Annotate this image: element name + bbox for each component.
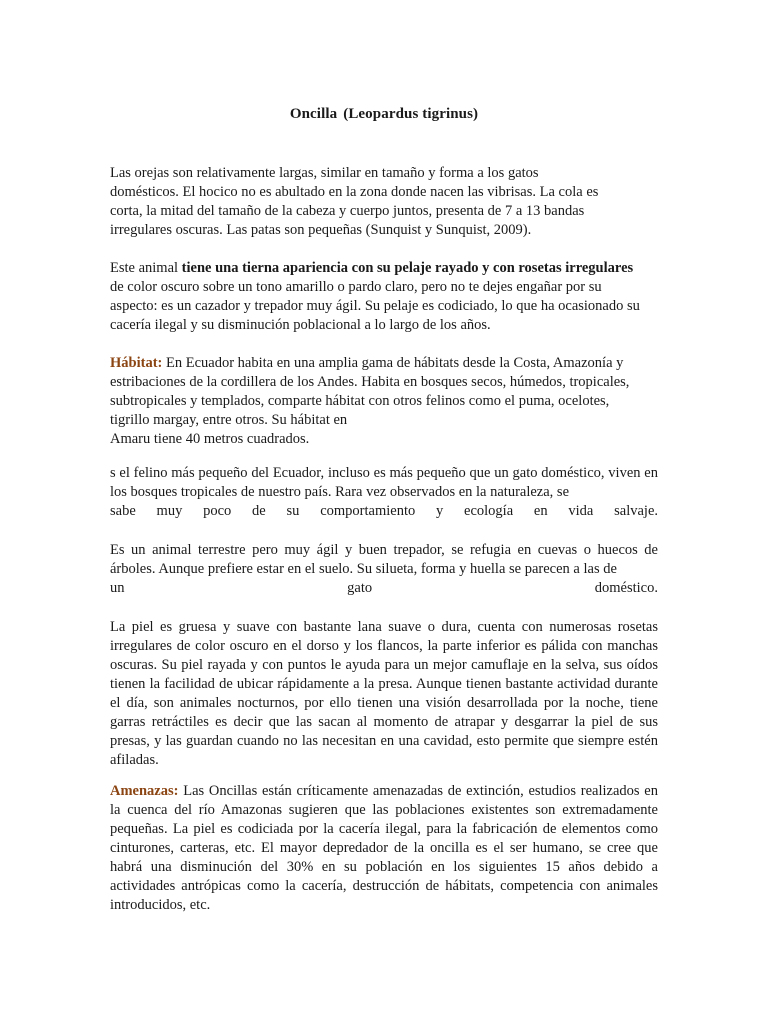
skin-text: La piel es gruesa y suave con bastante lana suave o dura, cuenta con numerosas rosetas irregulares de color oscuro en el dorso y los flancos, la parte inferior es pálida con manchas oscuras. Su piel rayada y con puntos le ayuda para un mejor camuflaje en la selva, sus oídos tienen la facilidad de ubicar rápidamente a la presa. Aunque tienen bastante actividad durante el día, son animales nocturnos, por ello tienen una visión desarrollada por la noche, tiene garras retráctiles es decir que las sacan al momento de atrapar y desgarrar la piel de sus presas, y las guardan cuando no las necesitan en una cavidad, esto permite que siempre estén afiladas.	[110, 619, 658, 768]
terrestrial-text: Es un animal terrestre pero muy ágil y buen trepador, se refugia en cuevas o huecos de árboles. Aunque prefiere estar en el suelo. Su silueta, forma y huella se parecen a las de	[110, 542, 658, 577]
paragraph-skin	[110, 618, 658, 770]
habitat-label: Hábitat:	[110, 355, 163, 371]
title-common-name: Oncilla	[289, 106, 338, 122]
paragraph-smallest-feline	[110, 464, 658, 521]
habitat-text: En Ecuador habita en una amplia gama de hábitats desde la Costa, Amazonía y estribaciones de la cordillera de los Andes. Habita en bosques secos, húmedos, tropicales, subtropicales y templados, comparte hábitat con otros felinos como el puma, ocelotes, tigrillo margay, entre otros. Su hábitat en	[110, 355, 630, 428]
appearance-intro: Este animal	[110, 260, 182, 276]
paragraph-line: domésticos. El hocico no es abultado en la zona donde nacen las vibrisas. La cola es	[110, 184, 599, 200]
threats-text: Las Oncillas están críticamente amenazadas de extinción, estudios realizados en la cuenca del río Amazonas sugieren que las poblaciones existentes son extremadamente pequeñas. La piel es codiciada por la cacería ilegal, para la fabricación de elementos como cinturones, carteras, etc. El mayor depredador de la oncilla es el ser humano, se cree que habrá una disminución del 30% en su población en los siguientes 15 años debido a actividades antrópicas como la cacería, destrucción de hábitats, competencia con animales introducidos, etc.	[110, 783, 658, 913]
habitat-line2: Amaru tiene 40 metros cuadrados.	[110, 431, 310, 447]
appearance-bold-text: tiene una tierna apariencia con su pelaje rayado y con rosetas irregulares	[181, 260, 634, 276]
paragraph-habitat	[110, 354, 652, 449]
smallest-feline-last-line: sabe muy poco de su comportamiento y ecología en vida salvaje.	[110, 503, 658, 519]
paragraph-line: corta, la mitad del tamaño de la cabeza y cuerpo juntos, presenta de 7 a 13 bandas	[110, 203, 585, 219]
paragraph-threats	[110, 782, 658, 915]
title-scientific-name: (Leopardus tigrinus)	[343, 106, 479, 122]
document-title	[0, 106, 768, 123]
paragraph-line: Las orejas son relativamente largas, similar en tamaño y forma a los gatos	[110, 165, 539, 181]
smallest-feline-text: s el felino más pequeño del Ecuador, incluso es más pequeño que un gato doméstico, viven en los bosques tropicales de nuestro país. Rara vez observados en la naturaleza, se	[110, 465, 658, 500]
paragraph-appearance	[110, 259, 650, 335]
terrestrial-last-line: un gato doméstico.	[110, 580, 658, 596]
threats-label: Amenazas:	[110, 783, 179, 799]
paragraph-line: irregulares oscuras. Las patas son pequeñas (Sunquist y Sunquist, 2009).	[110, 222, 532, 238]
appearance-rest: de color oscuro sobre un tono amarillo o pardo claro, pero no te dejes engañar por su aspecto: es un cazador y trepador muy ágil. Su pelaje es codiciado, lo que ha ocasionado su cacería ilegal y su disminución poblacional a lo largo de los años.	[110, 279, 640, 333]
paragraph-description	[110, 164, 658, 240]
paragraph-terrestrial	[110, 541, 658, 598]
